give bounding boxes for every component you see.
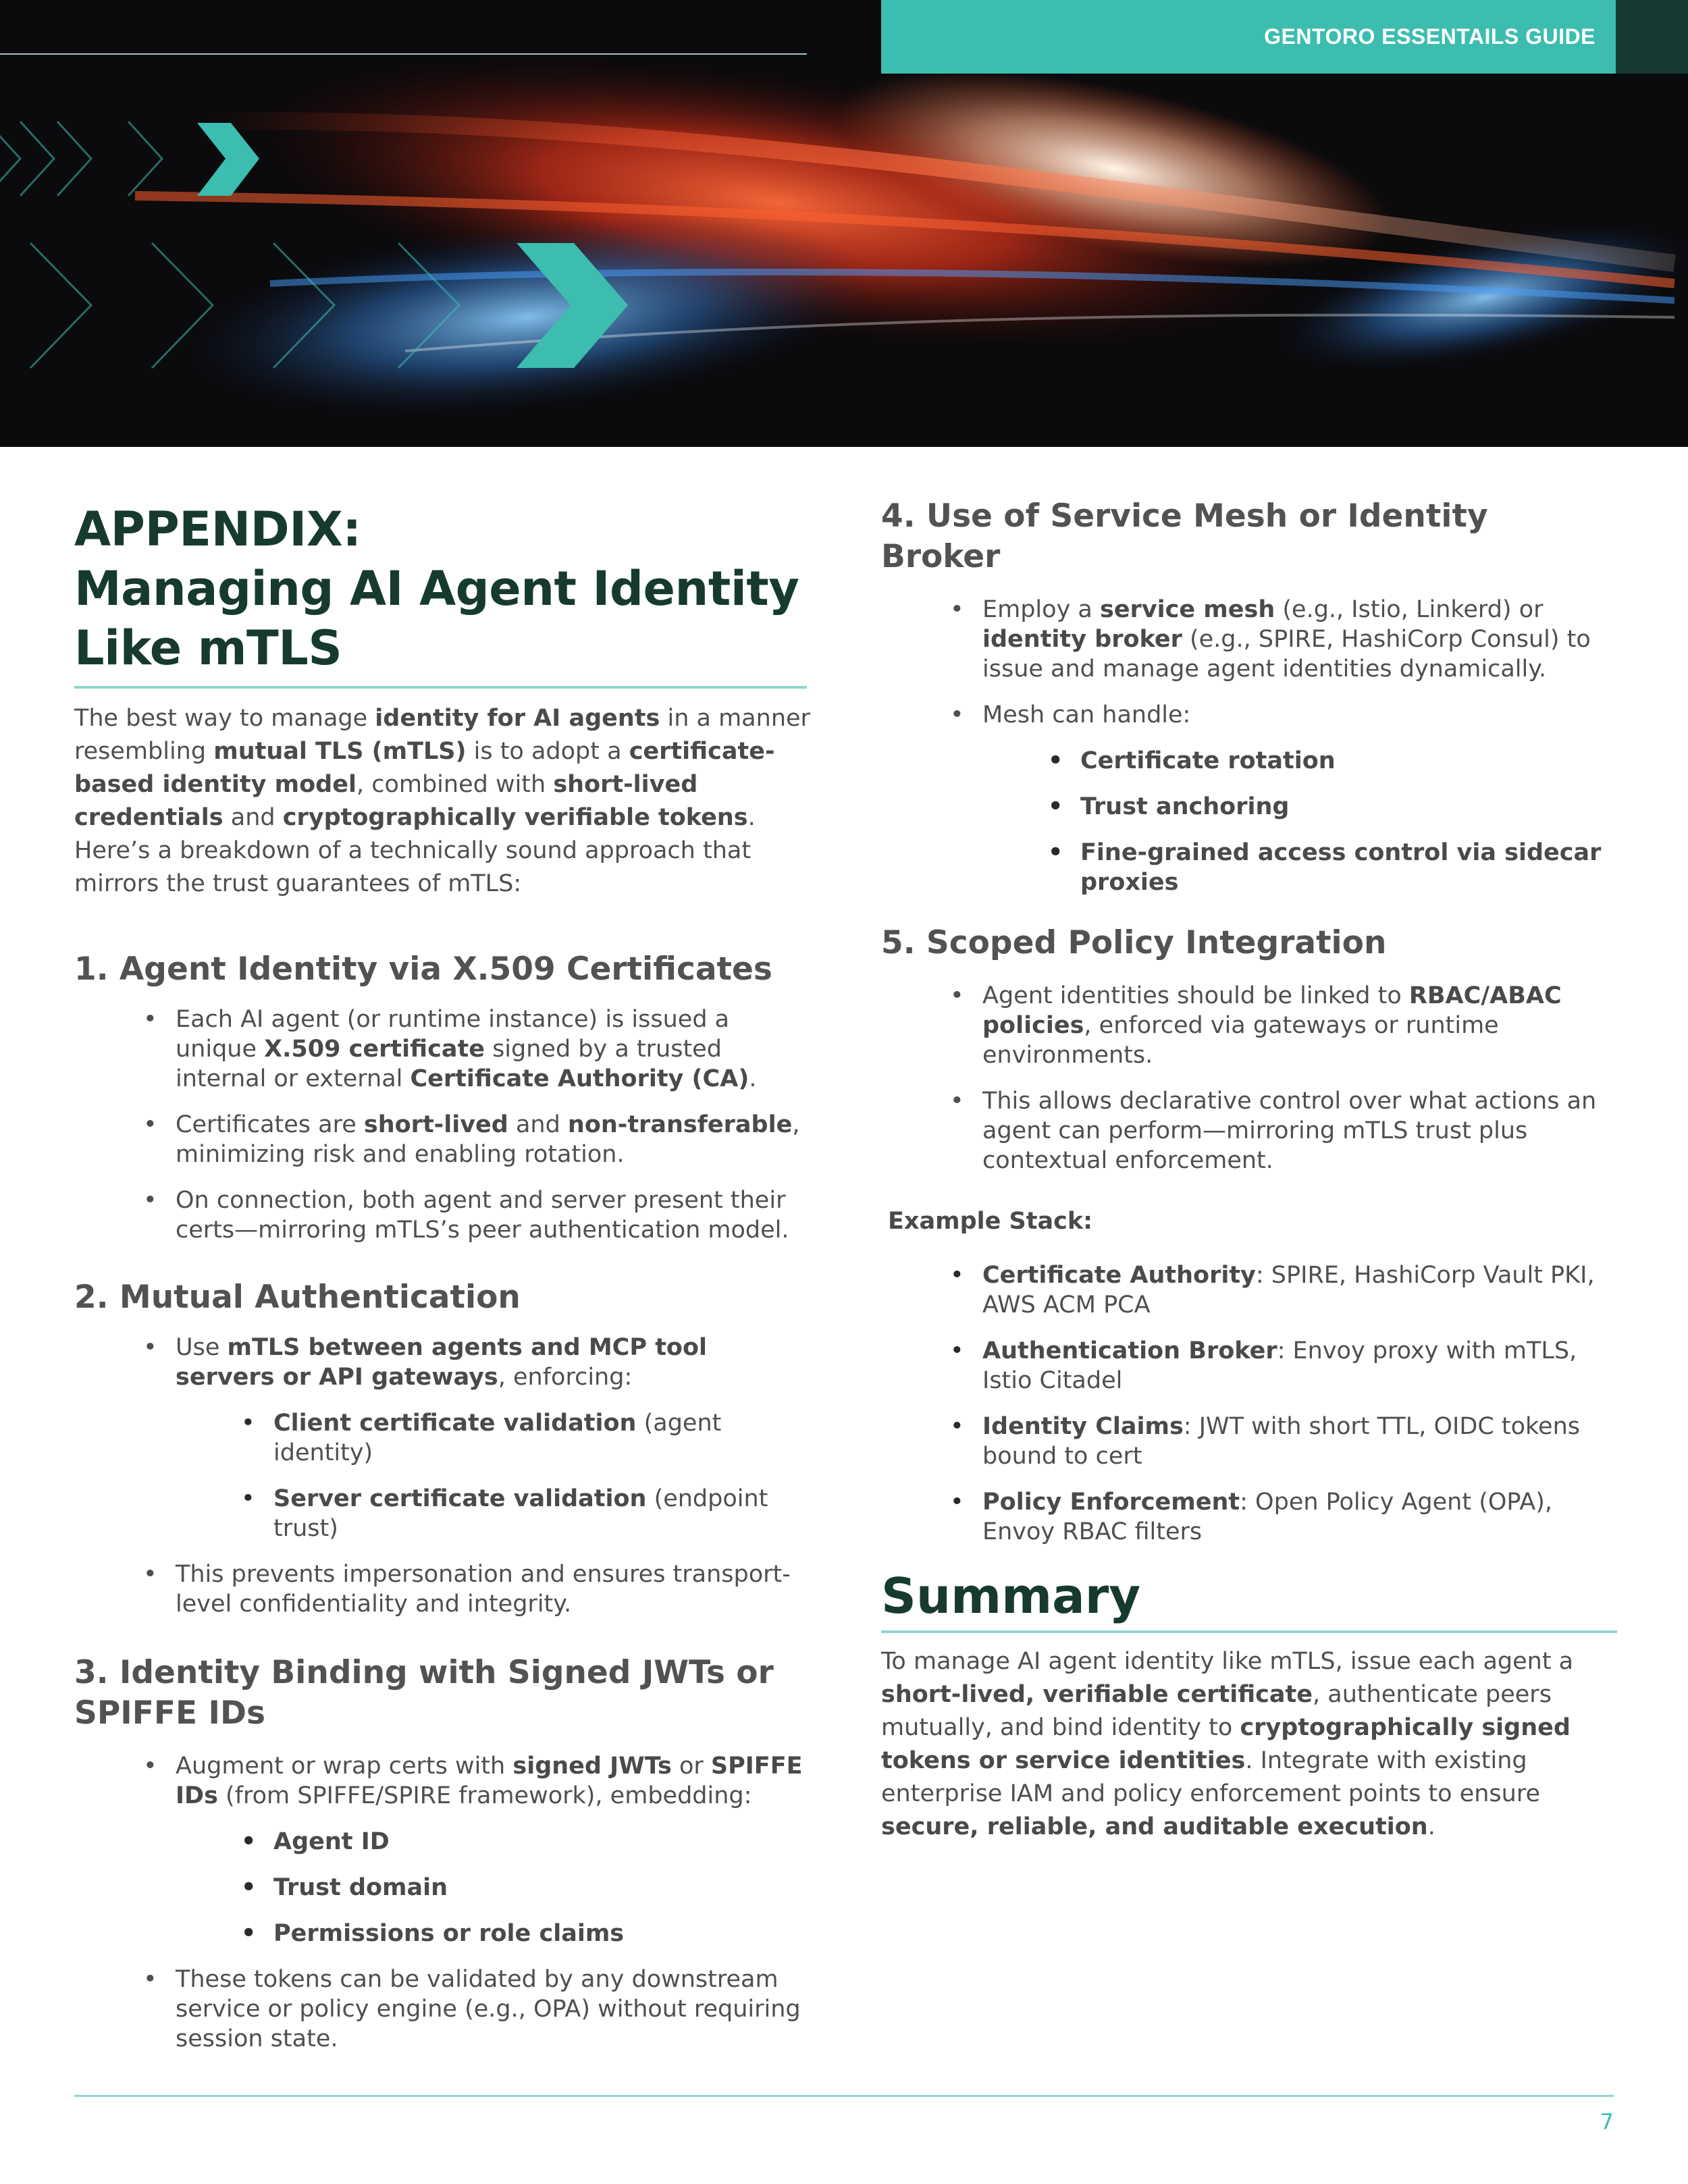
section-1-heading: 1. Agent Identity via X.509 Certificates <box>74 951 772 988</box>
list-item: • This prevents impersonation and ensures transport-level confidentiality and integrity. <box>176 1560 810 1619</box>
section-3-heading: 3. Identity Binding with Signed JWTs or SPIFFE IDs <box>74 1654 774 1732</box>
guide-title: GENTORO ESSENTAILS GUIDE <box>1264 24 1595 49</box>
summary-paragraph: To manage AI agent identity like mTLS, issue each agent a short-lived, verifiable certificate, authenticate peers mutually, and bind identity to cryptographically signed tokens or service identities. Integrate with existing enterprise IAM and policy enforcement points to ensure secure, reliable, and auditable execution. <box>881 1648 1574 1840</box>
hero-banner <box>0 0 1688 447</box>
section-2-sublist <box>273 1408 810 1543</box>
intro-paragraph: The best way to manage identity for AI agents in a manner resembling mutual TLS (mTLS) is to adopt a certificate-based identity model, combined with short-lived credentials and cryptographically verifiable tokens. Here’s a breakdown of a technically sound approach that mirrors the trust guarantees of mTLS: <box>74 705 810 897</box>
title-divider <box>74 686 807 689</box>
section-3-sublist <box>273 1827 810 1948</box>
list-item: • Agent identities should be linked to RBAC/ABAC policies, enforced via gateways or runtime environments. <box>982 981 1617 1070</box>
section-2-heading: 2. Mutual Authentication <box>74 1279 521 1316</box>
list-item: • Certificates are short-lived and non-transferable, minimizing risk and enabling rotation. <box>176 1110 810 1169</box>
list-item: • Employ a service mesh (e.g., Istio, Linkerd) or identity broker (e.g., SPIRE, HashiCorp Consul) to issue and manage agent identities dynamically. <box>982 595 1617 684</box>
title-line-3: Like mTLS <box>74 620 342 676</box>
right-column <box>881 496 1617 1844</box>
list-item: • Agent ID <box>273 1827 810 1857</box>
guide-title-bar <box>881 0 1616 74</box>
list-item: • This allows declarative control over what actions an agent can perform—mirroring mTLS trust plus contextual enforcement. <box>982 1086 1617 1175</box>
list-item: • Authentication Broker: Envoy proxy with mTLS, Istio Citadel <box>982 1336 1617 1395</box>
section-2-list <box>176 1333 810 1392</box>
page-title <box>74 500 810 678</box>
example-stack-label: Example Stack: <box>888 1208 1093 1235</box>
list-item: • Trust domain <box>273 1873 810 1902</box>
section-4-heading: 4. Use of Service Mesh or Identity Broker <box>881 498 1488 575</box>
section-5-heading: 5. Scoped Policy Integration <box>881 924 1387 961</box>
footer-divider <box>74 2095 1614 2097</box>
section-4-list <box>982 595 1617 730</box>
list-item: • Permissions or role claims <box>273 1919 810 1948</box>
header-divider <box>0 53 807 55</box>
left-column <box>74 473 810 2054</box>
summary-heading: Summary <box>881 1568 1141 1624</box>
title-line-2: Managing AI Agent Identity <box>74 561 799 616</box>
list-item: • Mesh can handle: <box>982 700 1617 730</box>
section-1-list <box>176 1005 810 1245</box>
section-3-list <box>176 1751 810 1811</box>
list-item: • Identity Claims: JWT with short TTL, OIDC tokens bound to cert <box>982 1412 1617 1471</box>
section-2-list-continued <box>176 1560 810 1619</box>
list-item: • Fine-grained access control via sidecar proxies <box>1080 838 1617 897</box>
list-item: • On connection, both agent and server present their certs—mirroring mTLS’s peer authentication model. <box>176 1186 810 1245</box>
section-3-list-continued <box>176 1965 810 2054</box>
page-number: 7 <box>1600 2109 1614 2135</box>
list-item: • Each AI agent (or runtime instance) is issued a unique X.509 certificate signed by a trusted internal or external Certificate Authority (CA). <box>176 1005 810 1094</box>
summary-divider <box>881 1630 1617 1633</box>
list-item: • Server certificate validation (endpoint trust) <box>273 1484 810 1543</box>
list-item: • Client certificate validation (agent identity) <box>273 1408 810 1468</box>
title-line-1: APPENDIX: <box>74 502 361 557</box>
section-5-list <box>982 981 1617 1175</box>
example-stack-list <box>982 1260 1617 1547</box>
list-item: • Policy Enforcement: Open Policy Agent (OPA), Envoy RBAC filters <box>982 1487 1617 1547</box>
list-item: • Trust anchoring <box>1080 792 1617 822</box>
list-item: • Certificate Authority: SPIRE, HashiCorp Vault PKI, AWS ACM PCA <box>982 1260 1617 1320</box>
header-edge-block <box>1616 0 1688 74</box>
list-item: • These tokens can be validated by any downstream service or policy engine (e.g., OPA) without requiring session state. <box>176 1965 810 2054</box>
section-4-sublist <box>1080 746 1617 897</box>
list-item: • Use mTLS between agents and MCP tool servers or API gateways, enforcing: <box>176 1333 810 1392</box>
list-item: • Certificate rotation <box>1080 746 1617 776</box>
list-item: • Augment or wrap certs with signed JWTs or SPIFFE IDs (from SPIFFE/SPIRE framework), embedding: <box>176 1751 810 1811</box>
